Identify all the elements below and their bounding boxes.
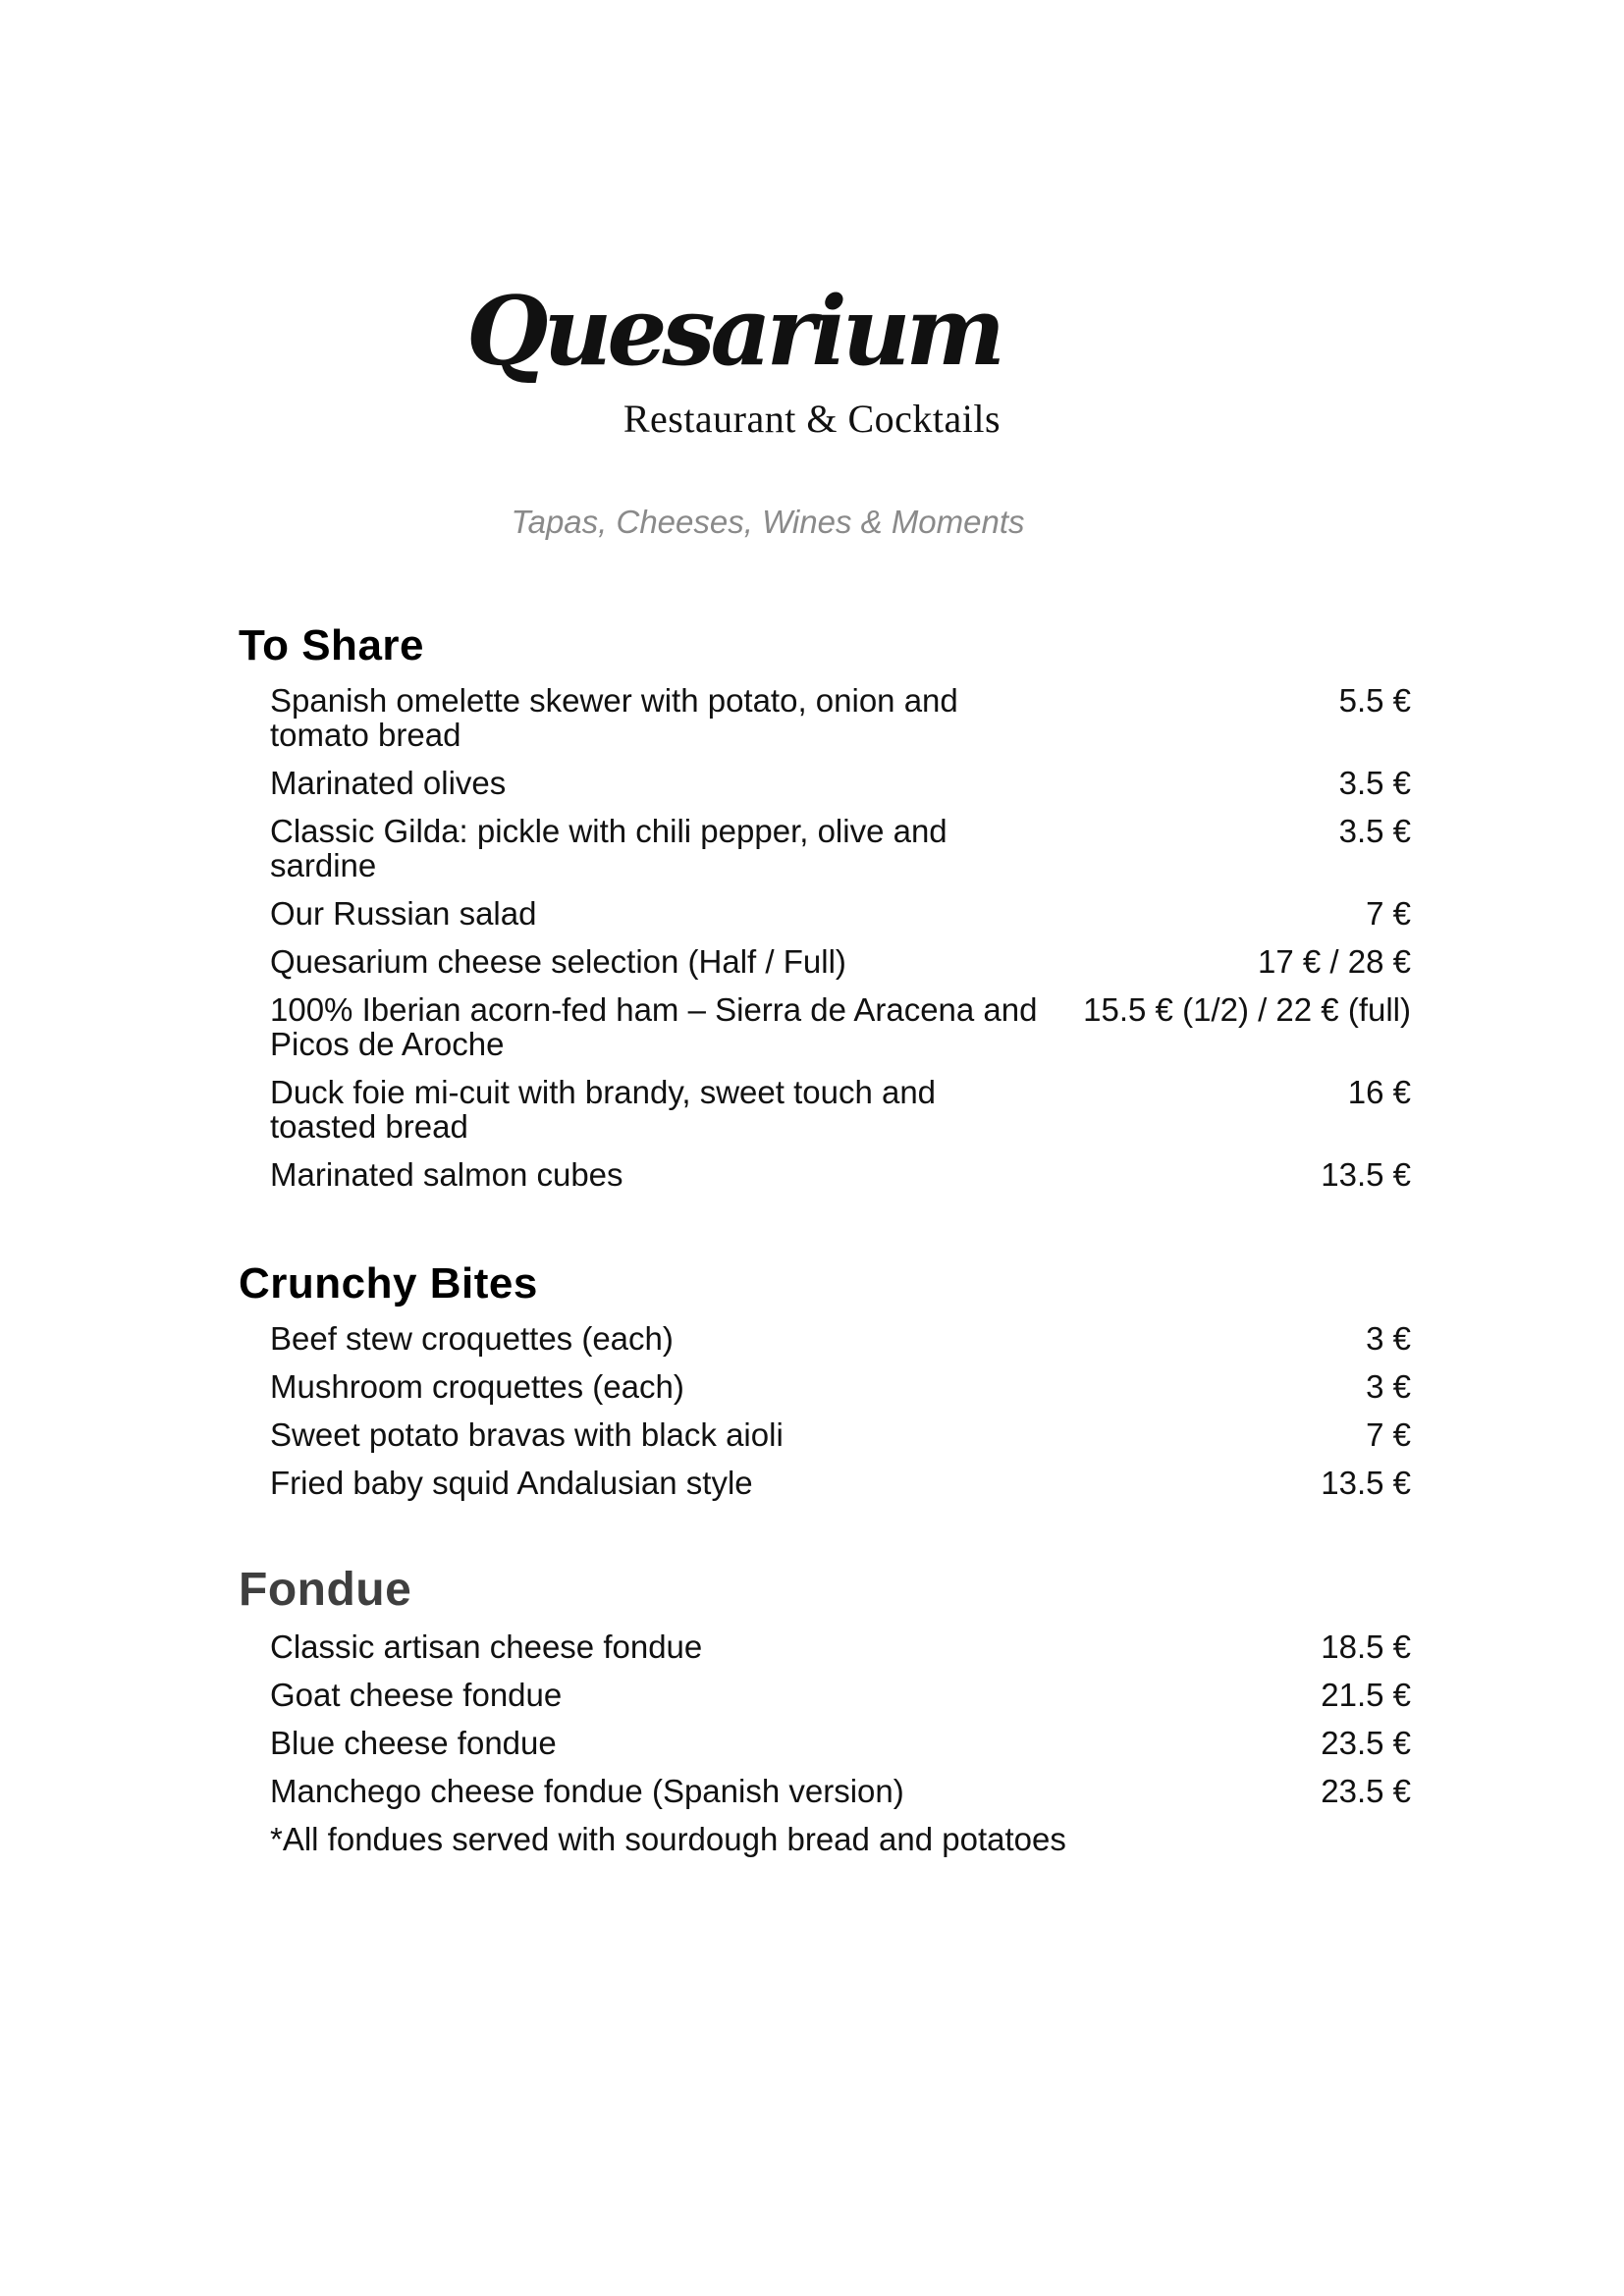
item-name: Marinated salmon cubes — [270, 1156, 623, 1193]
section-title: Fondue — [239, 1564, 412, 1616]
item-name: Duck foie mi-cuit with brandy, sweet touch and toasted bread — [270, 1074, 937, 1145]
menu-item-row — [270, 1075, 1411, 1144]
item-name: Marinated olives — [270, 765, 507, 801]
section-to-share — [239, 622, 1411, 1192]
item-price: 17 € / 28 € — [1258, 943, 1411, 980]
menu-item-row — [270, 992, 1411, 1061]
item-price: 23.5 € — [1321, 1773, 1411, 1809]
item-price: 5.5 € — [1338, 682, 1411, 719]
menu-item-row — [270, 944, 1411, 979]
menu-item-row — [270, 1369, 1411, 1404]
logo-wordmark: Quesarium — [465, 276, 1001, 387]
menu-item-row — [270, 1466, 1411, 1500]
menu-item-row — [270, 1726, 1411, 1760]
tagline: Tapas, Cheeses, Wines & Moments — [511, 504, 1025, 540]
item-name: Spanish omelette skewer with potato, onion and tomato bread — [270, 682, 958, 753]
fondue-footnote: *All fondues served with sourdough bread and potatoes — [270, 1821, 1066, 1857]
menu-item-row — [270, 896, 1411, 931]
section-items — [239, 1629, 1411, 1856]
brand-header — [0, 0, 1624, 542]
item-name: Beef stew croquettes (each) — [270, 1320, 674, 1357]
logo-subtitle: Restaurant & Cocktails — [623, 397, 1001, 441]
menu-item-row — [270, 814, 1411, 882]
menu-content — [239, 622, 1411, 1856]
item-name: Quesarium cheese selection (Half / Full) — [270, 943, 846, 980]
item-price: 3.5 € — [1338, 813, 1411, 849]
menu-item-row — [270, 766, 1411, 800]
item-price: 3 € — [1366, 1320, 1411, 1357]
menu-item-row — [270, 1629, 1411, 1664]
item-name: Goat cheese fondue — [270, 1677, 563, 1713]
item-name: Our Russian salad — [270, 895, 537, 932]
item-price: 7 € — [1366, 1416, 1411, 1453]
menu-item-row — [270, 1774, 1411, 1808]
menu-item-row — [270, 1417, 1411, 1452]
item-price: 18.5 € — [1321, 1629, 1411, 1665]
menu-item-row — [270, 1321, 1411, 1356]
restaurant-logo — [466, 253, 1001, 442]
section-fondue — [239, 1565, 1411, 1856]
section-title: To Share — [239, 621, 425, 669]
section-crunchy-bites — [239, 1260, 1411, 1500]
section-title: Crunchy Bites — [239, 1259, 538, 1308]
section-items — [239, 683, 1411, 1192]
item-name: Blue cheese fondue — [270, 1725, 557, 1761]
section-items — [239, 1321, 1411, 1500]
item-price: 13.5 € — [1321, 1465, 1411, 1501]
item-name: Mushroom croquettes (each) — [270, 1368, 684, 1405]
item-name: Fried baby squid Andalusian style — [270, 1465, 753, 1501]
item-price: 13.5 € — [1321, 1156, 1411, 1193]
item-name: 100% Iberian acorn-fed ham – Sierra de Aracena and Picos de Aroche — [270, 991, 1038, 1062]
item-name: Manchego cheese fondue (Spanish version) — [270, 1773, 904, 1809]
menu-item-row — [270, 1157, 1411, 1192]
item-price: 21.5 € — [1321, 1677, 1411, 1713]
item-name: Classic artisan cheese fondue — [270, 1629, 703, 1665]
item-price: 3.5 € — [1338, 765, 1411, 801]
item-price: 16 € — [1347, 1074, 1411, 1110]
menu-item-row — [270, 683, 1411, 752]
item-name: Classic Gilda: pickle with chili pepper, olive and sardine — [270, 813, 947, 883]
item-name: Sweet potato bravas with black aioli — [270, 1416, 784, 1453]
item-price: 3 € — [1366, 1368, 1411, 1405]
menu-item-row — [270, 1678, 1411, 1712]
item-price: 23.5 € — [1321, 1725, 1411, 1761]
item-price: 15.5 € (1/2) / 22 € (full) — [1083, 991, 1411, 1028]
item-price: 7 € — [1366, 895, 1411, 932]
